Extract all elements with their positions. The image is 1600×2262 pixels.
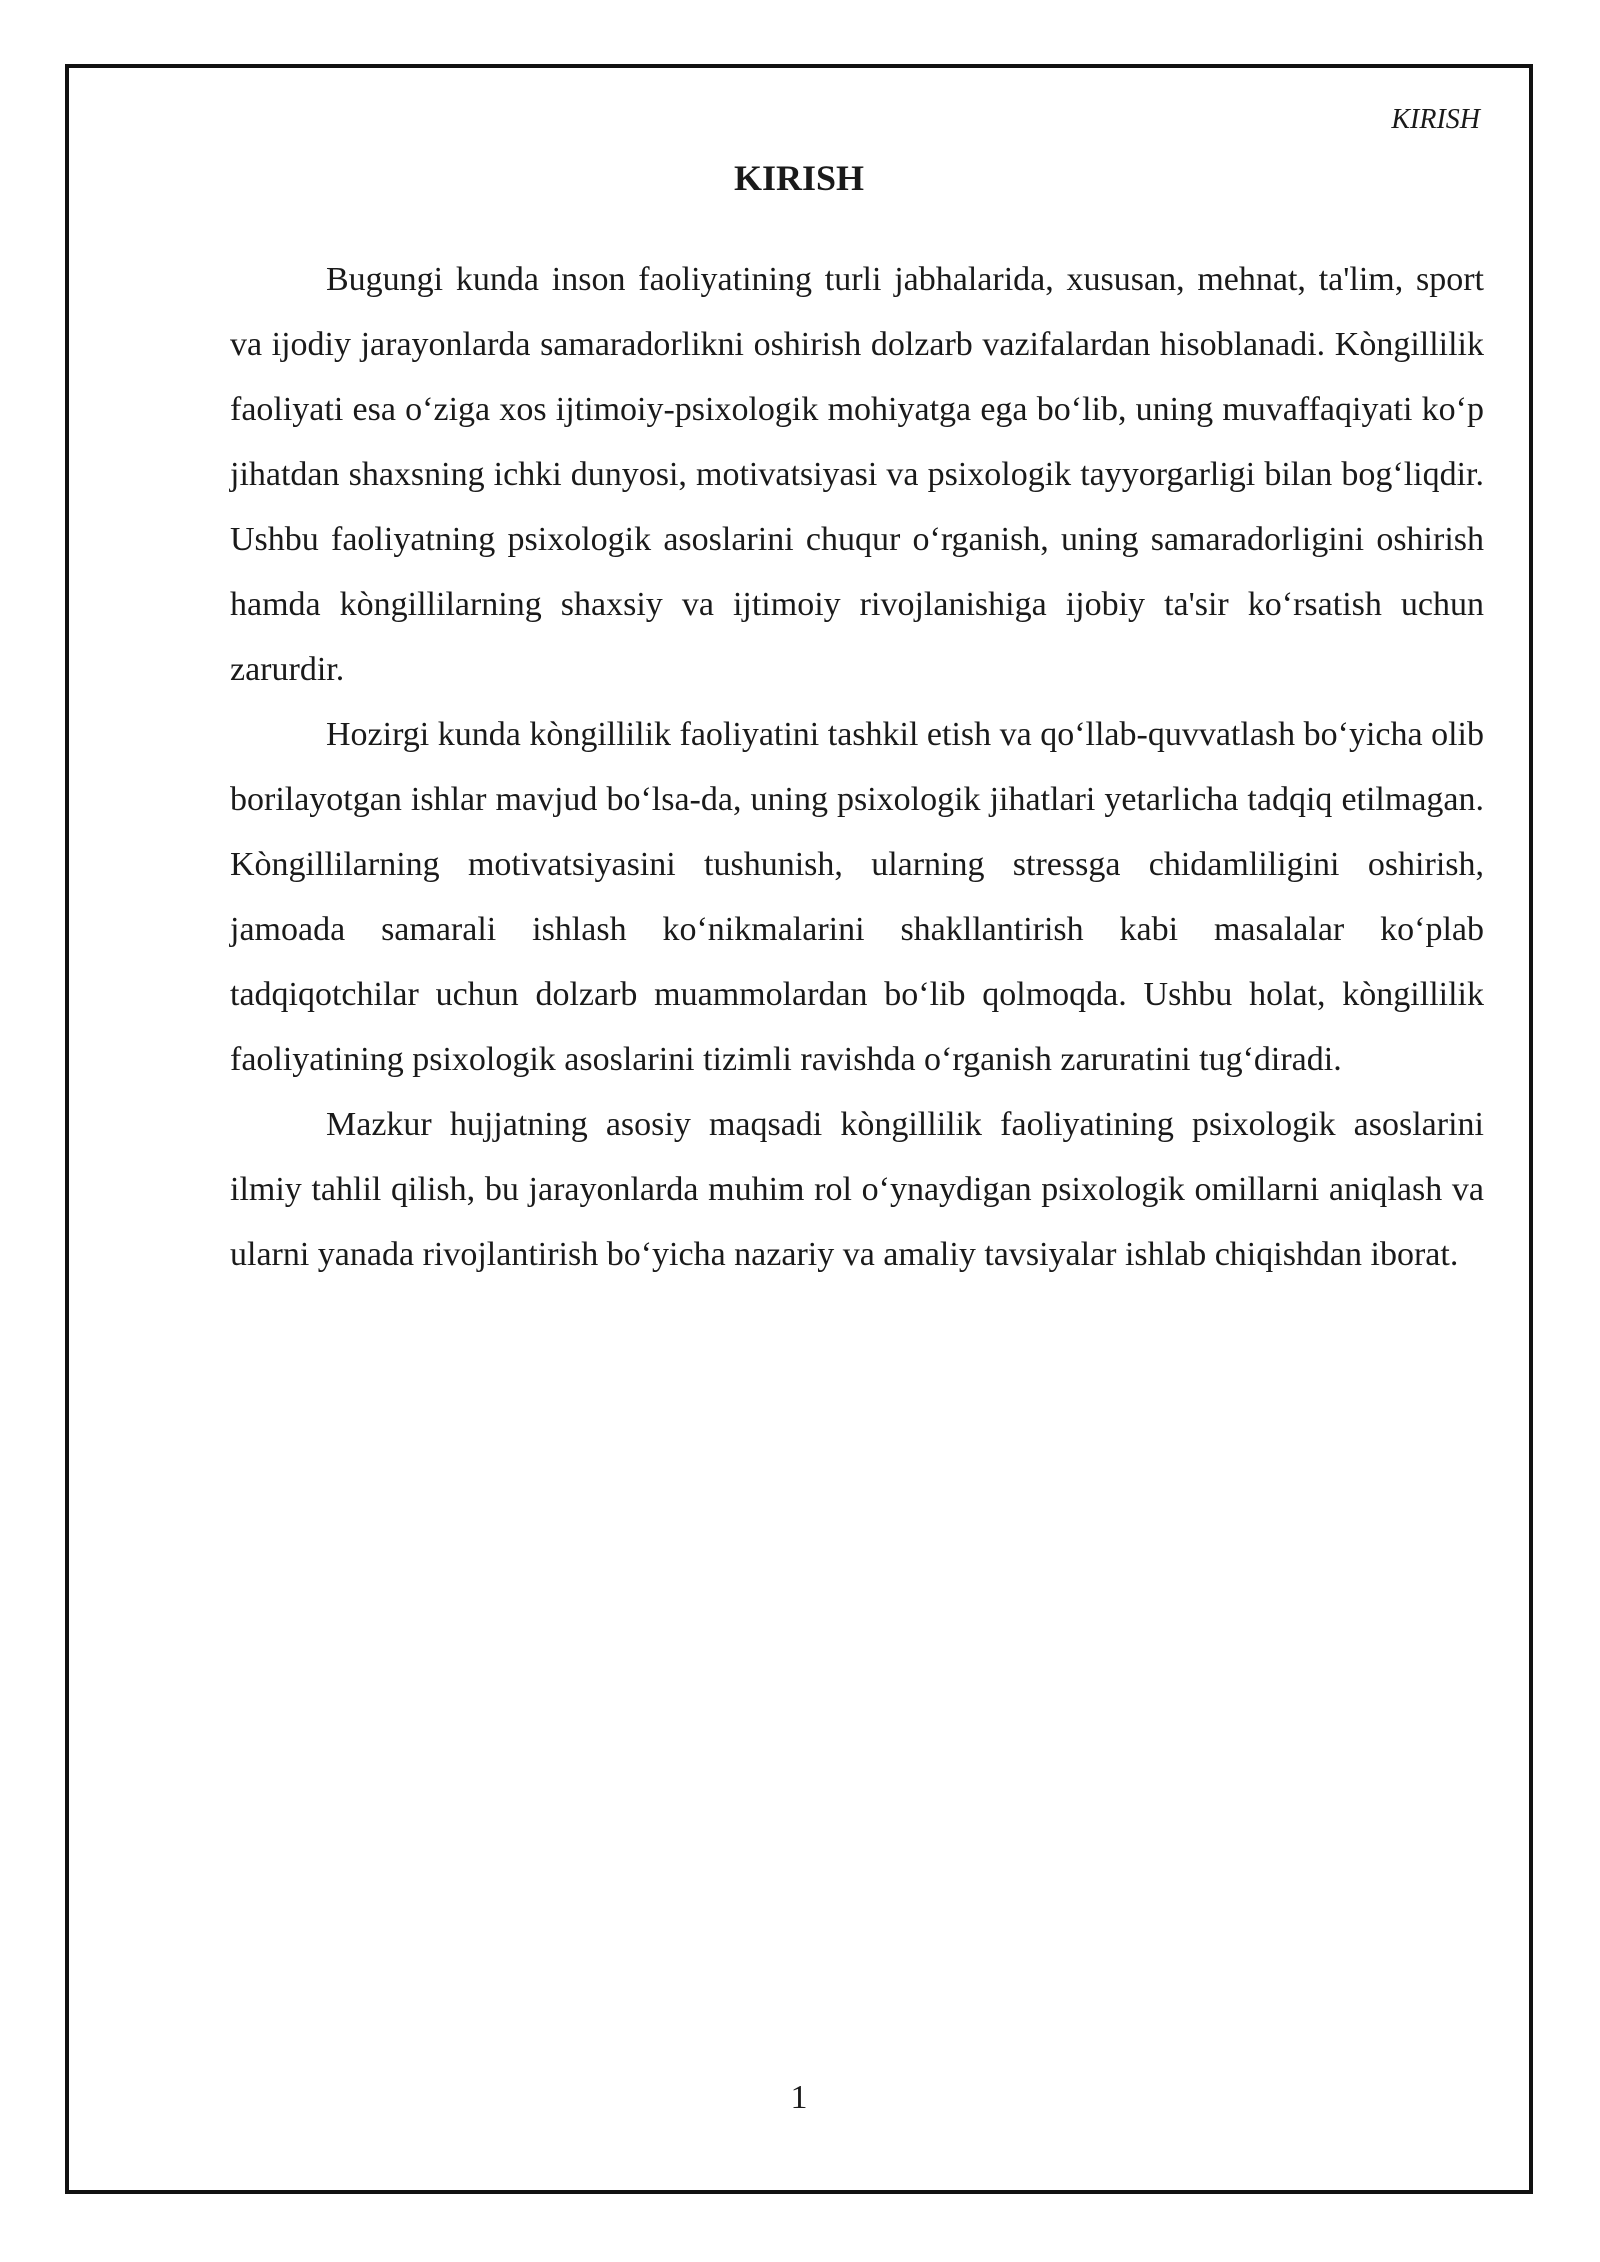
- paragraph: Bugungi kunda inson faoliyatining turli jabhalarida, xususan, mehnat, ta'lim, sport va ijodiy jarayonlarda samaradorlikni oshirish dolzarb vazifalardan hisoblanadi. Kòngillilik faoliyati esa o‘ziga xos ijtimoiy-psixologik mohiyatga ega bo‘lib, uning muvaffaqiyati ko‘p jihatdan shaxsning ichki dunyosi, motivatsiyasi va psixologik tayyorgarligi bilan bog‘liqdir. Ushbu faoliyatning psixologik asoslarini chuqur o‘rganish, uning samaradorligini oshirish hamda kòngillilarning shaxsiy va ijtimoiy rivojlanishiga ijobiy ta'sir ko‘rsatish uchun zarurdir.: [230, 261, 1484, 688]
- page-frame: [65, 64, 1533, 2194]
- body-text: [230, 247, 1484, 1287]
- running-header: KIRISH: [1391, 104, 1480, 135]
- paragraph: Mazkur hujjatning asosiy maqsadi kòngillilik faoliyatining psixologik asoslarini ilmiy tahlil qilish, bu jarayonlarda muhim rol o‘ynaydigan psixologik omillarni aniqlash va ularni yanada rivojlantirish bo‘yicha nazariy va amaliy tavsiyalar ishlab chiqishdan iborat.: [230, 1106, 1484, 1273]
- page-title: KIRISH: [733, 158, 865, 198]
- paragraph: Hozirgi kunda kòngillilik faoliyatini tashkil etish va qo‘llab-quvvatlash bo‘yicha olib borilayotgan ishlar mavjud bo‘lsa-da, uning psixologik jihatlari yetarlicha tadqiq etilmagan. Kòngillilarning motivatsiyasini tushunish, ularning stressga chidamliligini oshirish, jamoada samarali ishlash ko‘nikmalarini shakllantirish kabi masalalar ko‘plab tadqiqotchilar uchun dolzarb muammolardan bo‘lib qolmoqda. Ushbu holat, kòngillilik faoliyatining psixologik asoslarini tizimli ravishda o‘rganish zaruratini tug‘diradi.: [230, 716, 1484, 1078]
- page-number: 1: [790, 2079, 808, 2116]
